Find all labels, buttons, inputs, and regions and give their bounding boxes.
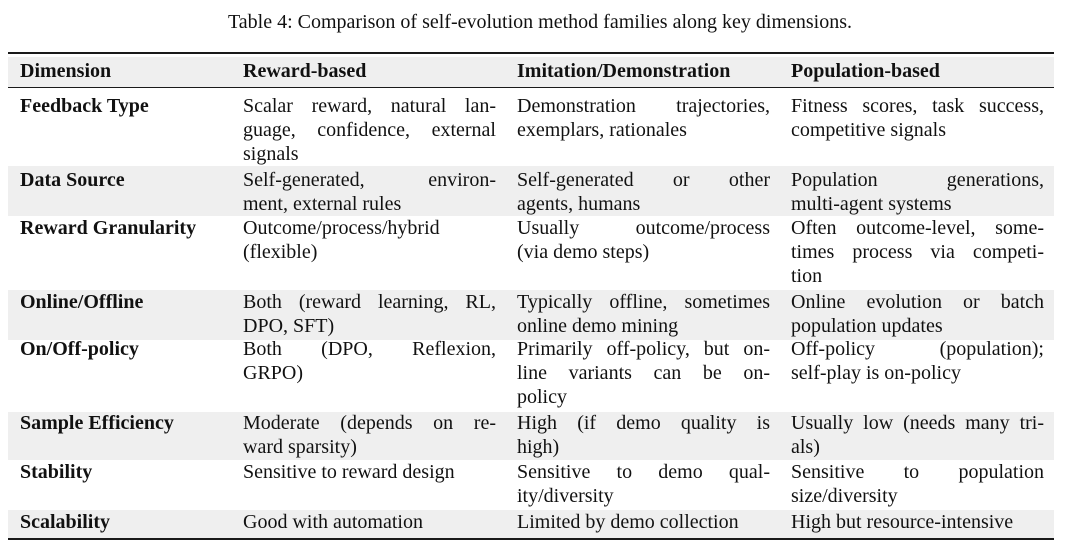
bottom-rule xyxy=(8,538,1054,540)
table-row xyxy=(8,340,1054,412)
cell-line: Outcome/process/hybrid xyxy=(243,217,440,239)
cell-line: Typically offline, sometimes xyxy=(517,291,770,313)
cell-line: population updates xyxy=(791,315,943,337)
reward-cell xyxy=(243,290,496,338)
cell-line: High (if demo quality is xyxy=(517,412,770,434)
cell-line: ity/diversity xyxy=(517,485,614,507)
row-label: Scalability xyxy=(20,511,111,533)
cell-line: Demonstration trajectories, xyxy=(517,95,770,117)
cell-line: competitive signals xyxy=(791,119,946,141)
cell-line: Off-policy (population); xyxy=(791,338,1044,360)
cell-line: DPO, SFT) xyxy=(243,315,335,337)
cell-line: Primarily off-policy, but on- xyxy=(517,338,770,360)
cell-line: (flexible) xyxy=(243,241,318,263)
table-row xyxy=(8,510,1054,538)
cell-line: high) xyxy=(517,436,560,458)
imitation-cell xyxy=(517,290,770,338)
row-label: Stability xyxy=(20,461,93,483)
cell-line: multi-agent systems xyxy=(791,193,952,215)
cell-line: GRPO) xyxy=(243,362,304,384)
imitation-cell xyxy=(517,411,770,459)
header-row xyxy=(8,57,1054,87)
table-row xyxy=(8,92,1054,166)
cell-line: self-play is on-policy xyxy=(791,362,961,384)
reward-cell xyxy=(243,411,496,459)
header-imitation: Imitation/Demonstration xyxy=(517,60,731,82)
imitation-cell xyxy=(517,168,770,216)
cell-line: Population generations, xyxy=(791,169,1044,191)
population-cell: High but resource-intensive xyxy=(791,511,1014,533)
reward-cell xyxy=(243,94,496,166)
cell-line: agents, humans xyxy=(517,193,641,215)
population-cell xyxy=(791,290,1044,338)
cell-line: Fitness scores, task success, xyxy=(791,95,1044,117)
cell-line: Online evolution or batch xyxy=(791,291,1044,313)
population-cell xyxy=(791,411,1044,459)
cell-line: tion xyxy=(791,265,823,287)
row-label: Feedback Type xyxy=(20,95,149,117)
row-label: On/Off-policy xyxy=(20,338,139,360)
cell-line: ward sparsity) xyxy=(243,436,357,458)
cell-line: Moderate (depends on re- xyxy=(243,412,496,434)
header-rule xyxy=(8,87,1054,88)
reward-cell xyxy=(243,216,496,264)
imitation-cell xyxy=(517,460,770,508)
cell-line: Sensitive to population xyxy=(791,461,1044,483)
cell-line: (via demo steps) xyxy=(517,241,650,263)
population-cell xyxy=(791,168,1044,216)
cell-line: Often outcome-level, some- xyxy=(791,217,1044,239)
cell-line: Usually low (needs many tri- xyxy=(791,412,1044,434)
population-cell xyxy=(791,216,1044,288)
table-row xyxy=(8,290,1054,340)
reward-cell xyxy=(243,337,496,385)
cell-line: times process via competi- xyxy=(791,241,1044,263)
header-dimension: Dimension xyxy=(20,60,112,82)
population-cell xyxy=(791,337,1044,385)
row-label: Reward Granularity xyxy=(20,217,197,239)
cell-line: online demo mining xyxy=(517,315,679,337)
cell-line: als) xyxy=(791,436,820,458)
cell-line: ment, external rules xyxy=(243,193,402,215)
table-row xyxy=(8,216,1054,290)
cell-line: signals xyxy=(243,143,299,165)
imitation-cell xyxy=(517,94,770,142)
cell-line: Both (DPO, Reflexion, xyxy=(243,338,496,360)
cell-line: guage, confidence, external xyxy=(243,119,496,141)
table-row xyxy=(8,166,1054,216)
cell-line: Usually outcome/process xyxy=(517,217,770,239)
table-row xyxy=(8,412,1054,460)
cell-line: Scalar reward, natural lan- xyxy=(243,95,496,117)
population-cell xyxy=(791,94,1044,142)
cell-line: exemplars, rationales xyxy=(517,119,687,141)
cell-line: Both (reward learning, RL, xyxy=(243,291,496,313)
row-label: Sample Efficiency xyxy=(20,412,174,434)
table-caption: Table 4: Comparison of self-evolution method families along key dimensions. xyxy=(227,11,853,33)
cell-line: Self-generated, environ- xyxy=(243,169,496,191)
cell-line: size/diversity xyxy=(791,485,898,507)
population-cell xyxy=(791,460,1044,508)
imitation-cell: Limited by demo collection xyxy=(517,511,739,533)
reward-cell xyxy=(243,460,496,484)
cell-line: Sensitive to demo qual- xyxy=(517,461,770,483)
header-reward-based: Reward-based xyxy=(243,60,367,82)
row-label: Online/Offline xyxy=(20,291,144,313)
row-label: Data Source xyxy=(20,169,125,191)
imitation-cell xyxy=(517,216,770,264)
reward-cell: Good with automation xyxy=(243,511,423,533)
reward-cell xyxy=(243,168,496,216)
cell-line: Sensitive to reward design xyxy=(243,461,455,483)
cell-line: line variants can be on- xyxy=(517,362,770,384)
cell-line: policy xyxy=(517,386,567,408)
imitation-cell xyxy=(517,337,770,409)
header-population-based: Population-based xyxy=(791,60,940,82)
table-row xyxy=(8,460,1054,510)
top-rule xyxy=(8,52,1054,54)
cell-line: Self-generated or other xyxy=(517,169,770,191)
